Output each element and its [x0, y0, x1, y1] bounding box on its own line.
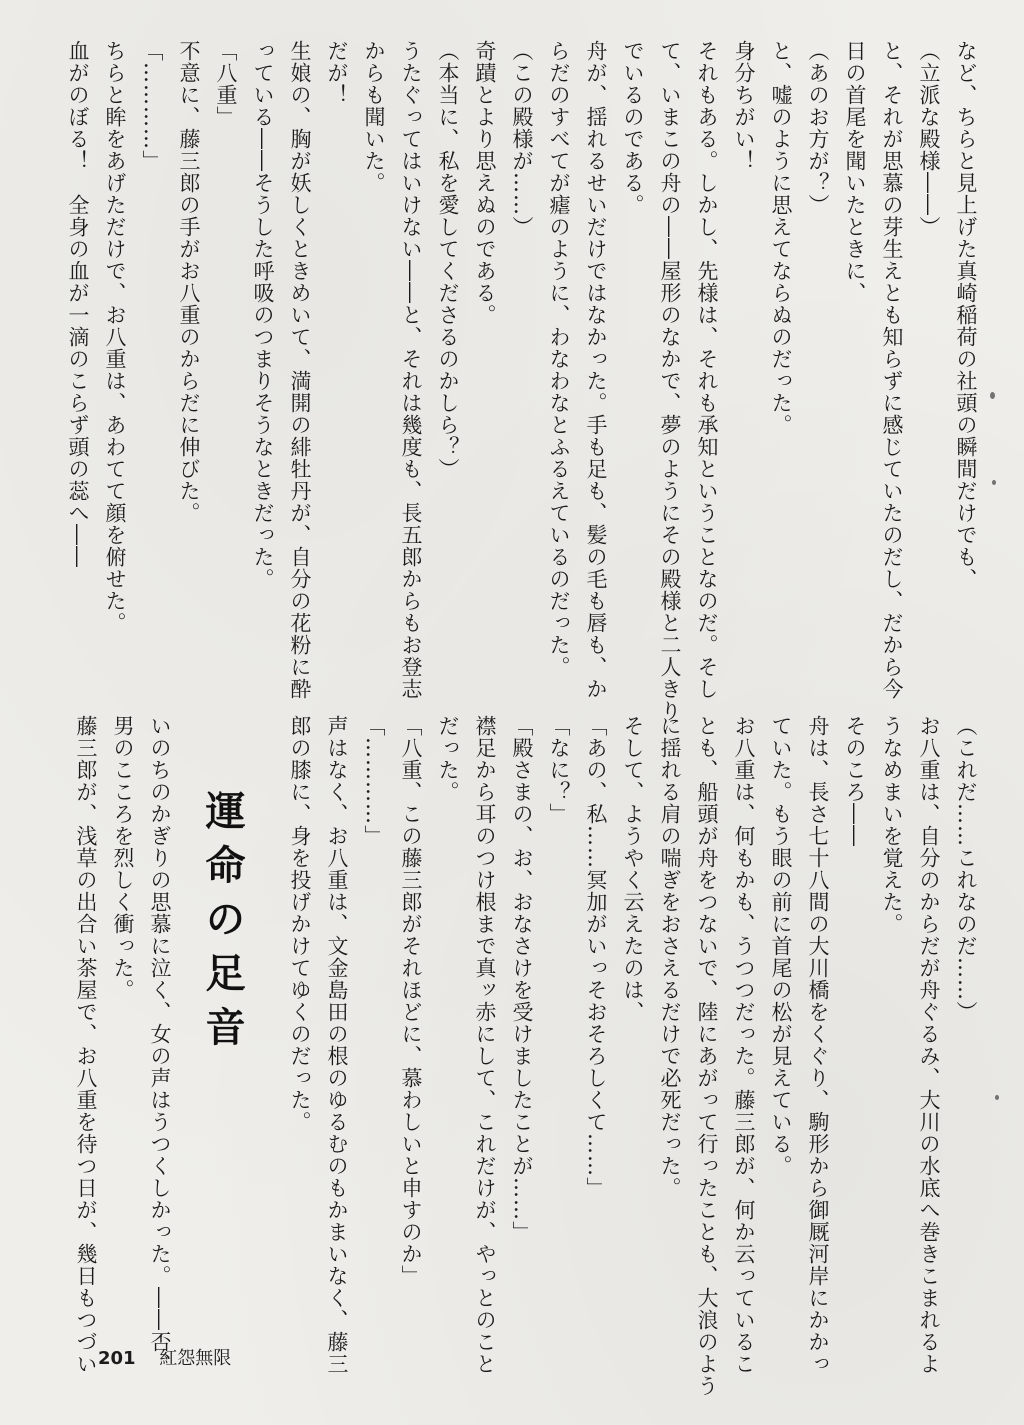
page-footer [98, 1344, 231, 1370]
top-tier-line: からも聞いた。 [362, 40, 386, 194]
print-speck [990, 392, 995, 399]
top-tier-line: （この殿様が……） [510, 40, 534, 238]
bottom-right-tier-line: 「…………」 [362, 715, 386, 847]
bottom-right-tier-line: 「なに？」 [547, 715, 571, 825]
top-tier-line: 血がのぼる！ 全身の血が一滴のこらず頭の蕊へ―― [66, 40, 90, 568]
top-tier-line: っている――そうした呼吸のつまりそうなときだった。 [251, 40, 275, 590]
top-tier-line: 「八重」 [214, 40, 238, 128]
bottom-right-tier-line: ていた。もう眼の前に首尾の松が見えている。 [769, 715, 793, 1177]
top-tier-line: （あのお方が？） [806, 40, 830, 216]
top-tier-line: （立派な殿様――） [917, 40, 941, 238]
top-tier-line: 生娘の、胸が妖しくときめいて、満開の緋牡丹が、自分の花粉に酔 [288, 40, 312, 700]
top-tier-line: 身分ちがい！ [732, 40, 756, 172]
bottom-right-tier-line: 舟は、長さ七十八間の大川橋をくぐり、駒形から御厩河岸にかかっ [806, 715, 830, 1375]
bottom-right-tier-line: 郎の膝に、身を投げかけてゆくのだった。 [288, 715, 312, 1133]
bottom-right-tier-line: お八重は、何もかも、うつつだった。藤三郎が、何か云っているこ [732, 715, 756, 1375]
top-tier-line: でいるのである。 [621, 40, 645, 216]
bottom-left-tier-line: 藤三郎が、浅草の出合い茶屋で、お八重を待つ日が、幾日もつづい [74, 715, 98, 1375]
bottom-right-tier-line: 襟足から耳のつけ根まで真ッ赤にして、これだけが、やっとのこと [473, 715, 497, 1375]
top-tier-line: 「…………」 [140, 40, 164, 172]
bottom-right-tier-line: うなめまいを覚えた。 [880, 715, 904, 935]
top-tier-line: 日の首尾を聞いたときに、 [843, 40, 867, 304]
top-tier-line: ちらと眸をあげただけで、お八重は、あわてて顔を俯せた。 [103, 40, 127, 634]
top-tier-line: らだのすべてが瘧のように、わなわなとふるえているのだった。 [547, 40, 571, 678]
top-tier-line: 奇蹟とより思えぬのである。 [473, 40, 497, 326]
text-tier-top [54, 40, 984, 722]
top-tier-line: など、ちらと見上げた真崎稲荷の社頭の瞬間だけでも、 [954, 40, 978, 590]
book-title: 紅怨無限 [159, 1348, 232, 1369]
top-tier-line: 舟が、揺れるせいだけではなかった。手も足も、髪の毛も唇も、か [584, 40, 608, 700]
bottom-right-tier-line: （これだ……これなのだ……） [954, 715, 978, 1023]
text-tier-bottom-right [288, 715, 984, 1397]
top-tier-line: それもある。しかし、先様は、それも承知ということなのだ。そし [695, 40, 719, 700]
chapter-heading: 運命の足音 [199, 790, 245, 1060]
top-tier-line: だが！ [325, 40, 349, 106]
bottom-right-tier-line: だった。 [436, 715, 460, 803]
top-tier-line: 不意に、藤三郎の手がお八重のからだに伸びた。 [177, 40, 201, 524]
top-tier-line: （本当に、私を愛してくださるのかしら？） [436, 40, 460, 480]
bottom-left-tier-line: いのちのかぎりの思慕に泣く、女の声はうつくしかった。――否、 [148, 715, 172, 1375]
bottom-right-tier-line: そして、ようやく云えたのは、 [621, 715, 645, 1023]
bottom-right-tier-line: に揺れる肩の喘ぎをおさえるだけで必死だった。 [658, 715, 682, 1199]
top-tier-line: て、いまこの舟の――屋形のなかで、夢のようにその殿様と二人きり [658, 40, 682, 722]
bottom-right-tier-line: とも、船頭が舟をつないで、陸にあがって行ったことも、大浪のよう [695, 715, 719, 1397]
print-speck [992, 480, 996, 485]
bottom-right-tier-line: 「殿さまの、お、おなさけを受けましたことが……」 [510, 715, 534, 1243]
print-speck [995, 1095, 999, 1100]
top-tier-line: と、それが思慕の芽生えとも知らずに感じていたのだし、だから今 [880, 40, 904, 700]
bottom-right-tier-line: お八重は、自分のからだが舟ぐるみ、大川の水底へ巻きこまれるよ [917, 715, 941, 1375]
bottom-right-tier-line: 「あの、私……冥加がいっそおそろしくて……」 [584, 715, 608, 1199]
bottom-left-tier-line: 男のこころを烈しく衝った。 [111, 715, 135, 1001]
bottom-right-tier-line: そのころ―― [843, 715, 867, 847]
top-tier-line: うたぐってはいけない――と、それは幾度も、長五郎からもお登志 [399, 40, 423, 700]
bottom-right-tier-line: 声はなく、お八重は、文金島田の根のゆるむのもかまいなく、藤三 [325, 715, 349, 1375]
page-number: 201 [98, 1348, 136, 1369]
top-tier-line: と、嘘のように思えてならぬのだった。 [769, 40, 793, 436]
bottom-right-tier-line: 「八重、この藤三郎がそれほどに、慕わしいと申すのか」 [399, 715, 423, 1287]
